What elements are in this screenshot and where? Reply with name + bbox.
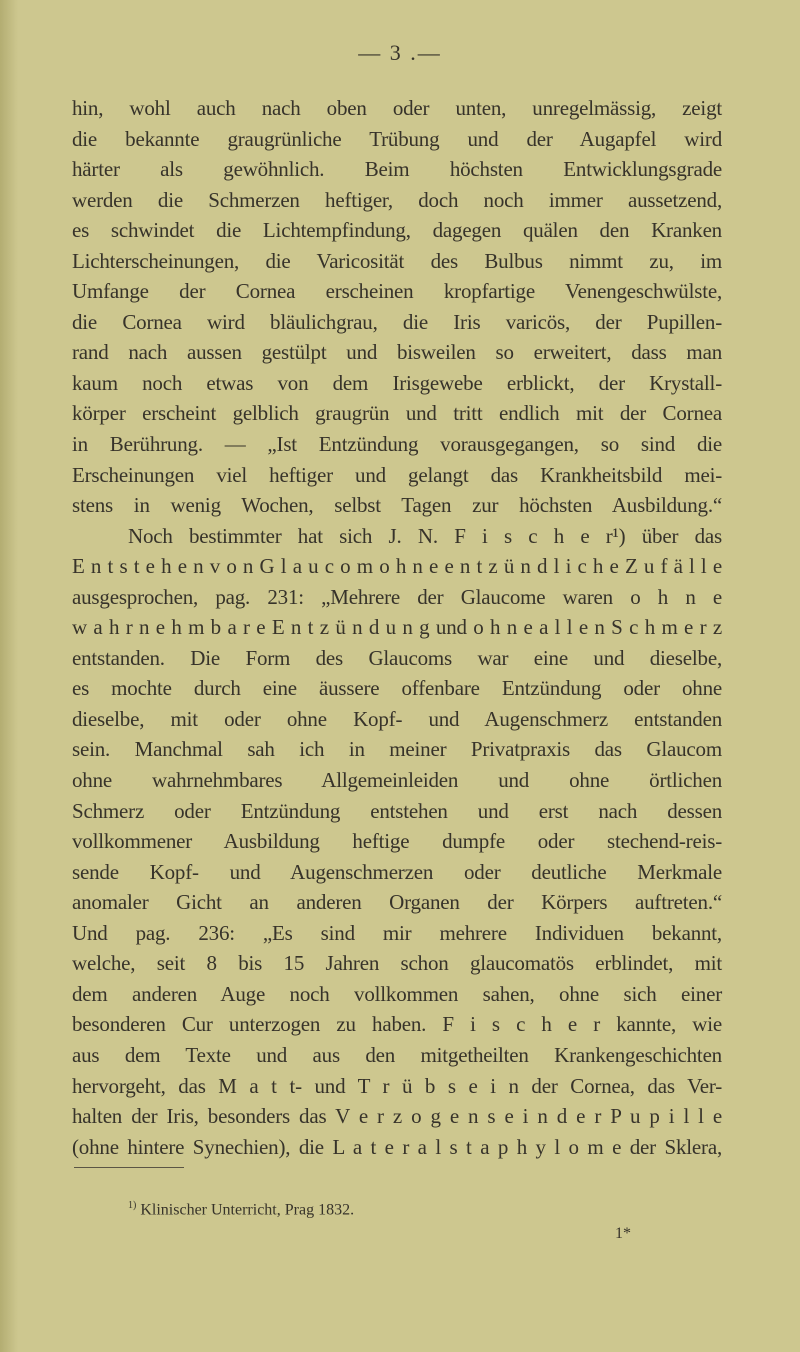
page-edge-shadow (0, 0, 18, 1352)
footnote (128, 1200, 354, 1219)
text-line: hervorgeht, das M a t t- und T r ü b s e i n der Cornea, das Ver- (72, 1073, 722, 1098)
text-line: ausgesprochen, pag. 231: „Mehrere der Glaucome waren o h n e (72, 584, 722, 609)
text-line: vollkommener Ausbildung heftige dumpfe oder stechend-reis- (72, 829, 722, 854)
text-line: in Berührung. — „Ist Entzündung vorausgegangen, so sind die (72, 432, 722, 457)
text-line: dieselbe, mit oder ohne Kopf- und Augenschmerz entstanden (72, 706, 722, 731)
signature-mark: 1* (615, 1225, 631, 1242)
text-line: E n t s t e h e n v o n G l a u c o m o h n e e n t z ü n d l i c h e Z u f ä l l e (72, 554, 722, 579)
text-line: werden die Schmerzen heftiger, doch noch immer aussetzend, (72, 187, 722, 212)
text-line: stens in wenig Wochen, selbst Tagen zur höchsten Ausbildung.“ (72, 493, 722, 518)
text-line: w a h r n e h m b a r e E n t z ü n d u n g und o h n e a l l e n S c h m e r z (72, 615, 722, 640)
body-text (72, 93, 722, 1162)
text-line: ohne wahrnehmbares Allgemeinleiden und ohne örtlichen (72, 768, 722, 793)
text-line: besonderen Cur unterzogen zu haben. F i s c h e r kannte, wie (72, 1012, 722, 1037)
text-line: Umfange der Cornea erscheinen kropfartige Venengeschwülste, (72, 279, 722, 304)
text-line: halten der Iris, besonders das V e r z o g e n s e i n d e r P u p i l l e (72, 1104, 722, 1129)
text-line: körper erscheint gelblich graugrün und tritt endlich mit der Cornea (72, 401, 722, 426)
text-line: sein. Manchmal sah ich in meiner Privatpraxis das Glaucom (72, 737, 722, 762)
text-line: rand nach aussen gestülpt und bisweilen so erweitert, dass man (72, 340, 722, 365)
text-line: es schwindet die Lichtempfindung, dagegen quälen den Kranken (72, 218, 722, 243)
footnote-rule (74, 1167, 184, 1168)
text-line: es mochte durch eine äussere offenbare Entzündung oder ohne (72, 676, 722, 701)
text-line: Und pag. 236: „Es sind mir mehrere Individuen bekannt, (72, 920, 722, 945)
text-line: die Cornea wird bläulichgrau, die Iris varicös, der Pupillen- (72, 309, 722, 334)
text-line: hin, wohl auch nach oben oder unten, unregelmässig, zeigt (72, 96, 722, 120)
text-line: welche, seit 8 bis 15 Jahren schon glaucomatös erblindet, mit (72, 951, 722, 976)
text-line: Noch bestimmter hat sich J. N. F i s c h e r¹) über das (128, 523, 722, 548)
footnote-marker: 1) (128, 1200, 137, 1211)
text-line: Lichterscheinungen, die Varicosität des Bulbus nimmt zu, im (72, 248, 722, 273)
text-line: aus dem Texte und aus den mitgetheilten Krankengeschichten (72, 1042, 722, 1067)
text-line: sende Kopf- und Augenschmerzen oder deutliche Merkmale (72, 859, 722, 884)
text-line: dem anderen Auge noch vollkommen sahen, ohne sich einer (72, 981, 722, 1006)
text-line: die bekannte graugrünliche Trübung und der Augapfel wird (72, 126, 722, 151)
text-line: Schmerz oder Entzündung entstehen und erst nach dessen (72, 798, 722, 823)
text-line: (ohne hintere Synechien), die L a t e r a l s t a p h y l o m e der Sklera, (72, 1134, 722, 1159)
text-line: anomaler Gicht an anderen Organen der Körpers auftreten.“ (72, 890, 722, 915)
text-line: härter als gewöhnlich. Beim höchsten Entwicklungsgrade (72, 157, 722, 182)
footnote-text: Klinischer Unterricht, Prag 1832. (140, 1201, 355, 1219)
page-number: — 3 .— (358, 40, 442, 65)
text-line: Erscheinungen viel heftiger und gelangt das Krankheitsbild mei- (72, 462, 722, 487)
text-line: kaum noch etwas von dem Irisgewebe erblickt, der Krystall- (72, 370, 722, 395)
text-line: entstanden. Die Form des Glaucoms war eine und dieselbe, (72, 645, 722, 670)
